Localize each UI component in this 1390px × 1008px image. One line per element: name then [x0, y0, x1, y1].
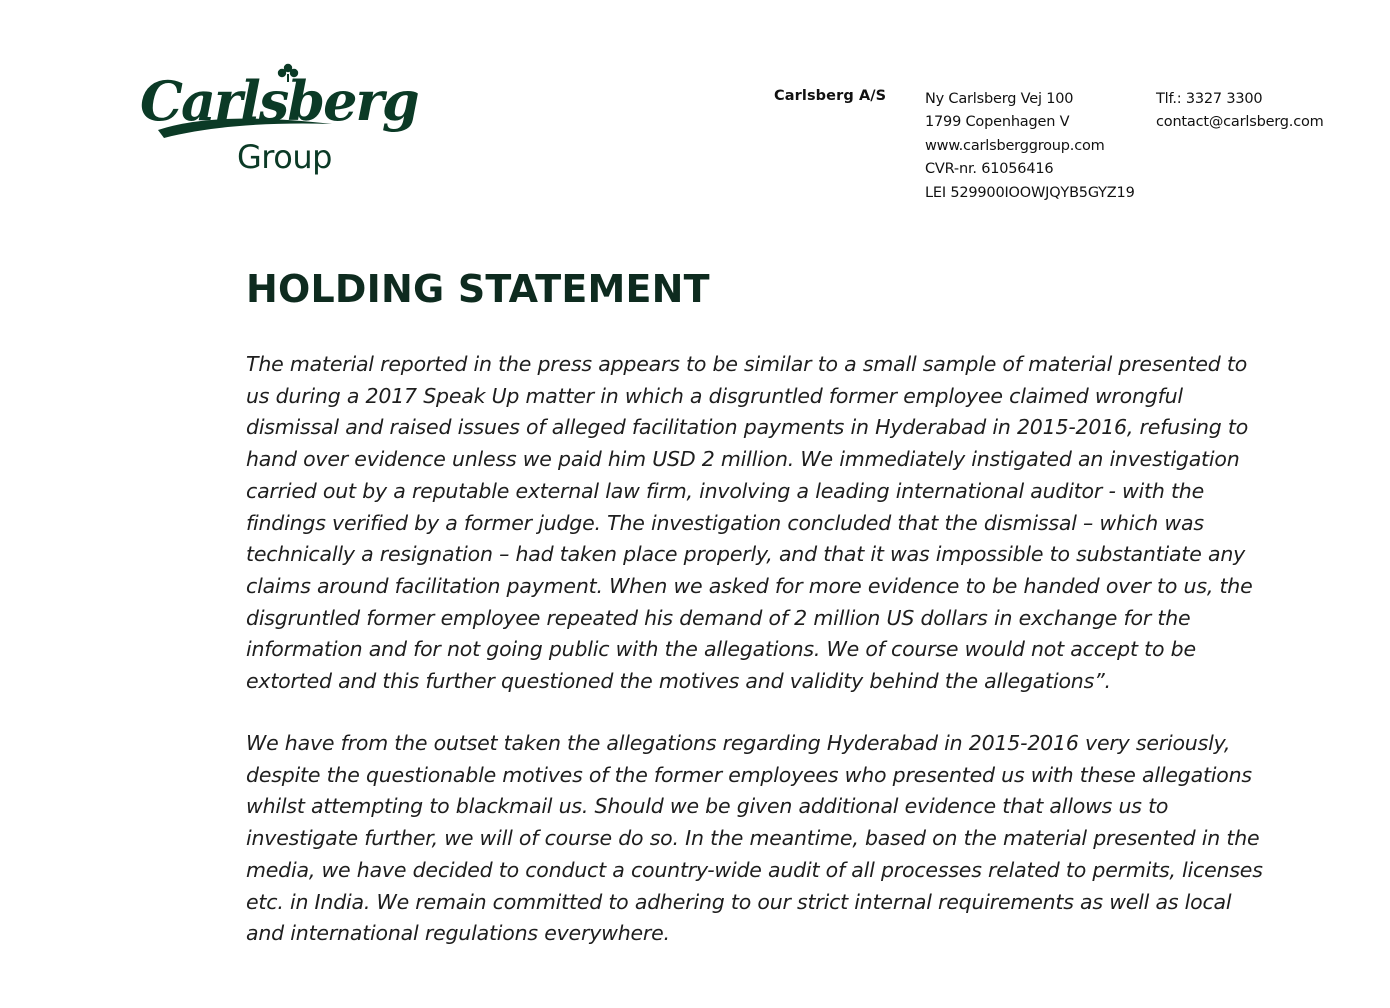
paragraph-line: despite the questionable motives of the former employees who presented us with these allegations — [246, 762, 1252, 787]
document-title: HOLDING STATEMENT — [246, 267, 710, 311]
paragraph-line: carried out by a reputable external law firm, involving a leading international auditor - with the — [246, 478, 1205, 503]
svg-text:Carlsberg: Carlsberg — [140, 69, 418, 133]
website-link[interactable]: www.carlsberggroup.com — [925, 137, 1105, 154]
statement-paragraph-1 — [246, 349, 1271, 698]
address-block — [925, 88, 1135, 205]
phone-number: Tlf.: 3327 3300 — [1156, 91, 1263, 107]
paragraph-line: findings verified by a former judge. The investigation concluded that the dismissal – which was — [246, 510, 1204, 535]
paragraph-line: claims around facilitation payment. When we asked for more evidence to be handed over to us, the — [246, 573, 1253, 598]
contact-block — [1156, 88, 1324, 135]
paragraph-line: information and for not going public with the allegations. We of course would not accept to be — [246, 637, 1196, 662]
paragraph-line: us during a 2017 Speak Up matter in which a disgruntled former employee claimed wrongful — [246, 383, 1183, 408]
paragraph-line: dismissal and raised issues of alleged facilitation payments in Hyderabad in 2015-2016, refusing to — [246, 415, 1249, 440]
paragraph-line: and international regulations everywhere. — [246, 921, 670, 946]
paragraph-line: media, we have decided to conduct a country-wide audit of all processes related to permits, licenses — [246, 857, 1263, 882]
paragraph-line: investigate further, we will of course do so. In the meantime, based on the material presented in the — [246, 826, 1260, 851]
paragraph-line: extorted and this further questioned the motives and validity behind the allegations”. — [246, 669, 1111, 694]
svg-text:Group: Group — [237, 138, 332, 176]
logo-graphic — [140, 58, 418, 178]
paragraph-line: hand over evidence unless we paid him USD 2 million. We immediately instigated an investigation — [246, 447, 1240, 472]
paragraph-line: We have from the outset taken the allegations regarding Hyderabad in 2015-2016 very seriously, — [246, 731, 1231, 755]
lei-number: LEI 529900IOOWJQYB5GYZ19 — [925, 184, 1135, 201]
paragraph-line: The material reported in the press appears to be similar to a small sample of material presented to — [246, 352, 1248, 376]
paragraph-line: whilst attempting to blackmail us. Should we be given additional evidence that allows us to — [246, 794, 1169, 819]
paragraph-line: disgruntled former employee repeated his demand of 2 million US dollars in exchange for the — [246, 605, 1191, 630]
company-name: Carlsberg A/S — [774, 88, 887, 104]
address-street: Ny Carlsberg Vej 100 — [925, 91, 1074, 107]
cvr-number: CVR-nr. 61056416 — [925, 161, 1054, 178]
address-city: 1799 Copenhagen V — [925, 114, 1070, 131]
statement-paragraph-2 — [246, 728, 1271, 950]
paragraph-line: technically a resignation – had taken place properly, and that it was impossible to substantiate any — [246, 542, 1246, 567]
carlsberg-group-logo — [140, 58, 418, 178]
contact-email-link[interactable]: contact@carlsberg.com — [1156, 114, 1324, 131]
paragraph-line: etc. in India. We remain committed to adhering to our strict internal requirements as well as local — [246, 889, 1232, 914]
